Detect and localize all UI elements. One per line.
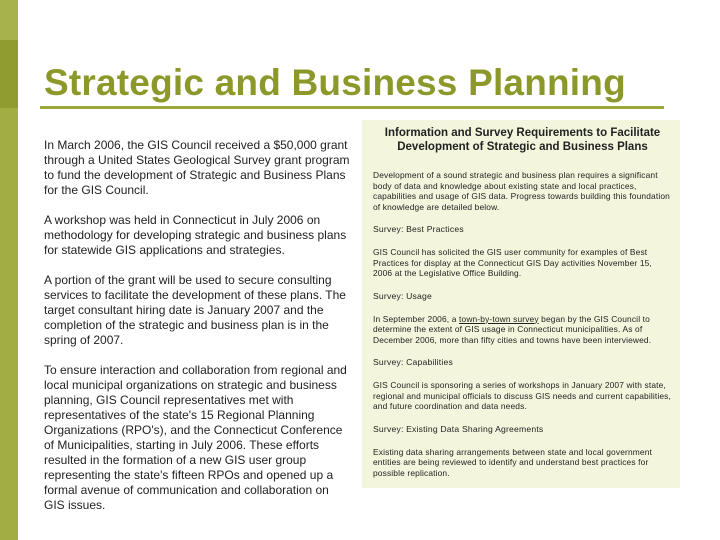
paragraph: A workshop was held in Connecticut in July 2006 on methodology for developing strategic and business plans for statewide GIS applications and strategies. xyxy=(44,213,347,257)
accent-bar-segment xyxy=(0,108,18,540)
section-title-best-practices: Survey: Best Practices xyxy=(373,224,464,234)
panel-intro: Development of a sound strategic and business plan requires a significant body of data and knowledge about existing state and local practices, capabilities and usage of GIS data. Progress towards building this foundation of knowledge are detailed below. xyxy=(373,170,670,212)
accent-bar-segment xyxy=(0,0,18,40)
paragraph: In March 2006, the GIS Council received a $50,000 grant through a United States Geological Survey grant program to fund the development of Strategic and Business Plans for the GIS Council. xyxy=(44,138,350,197)
section-body-data-sharing: Existing data sharing arrangements between state and local government entities are being reviewed to identify and understand best practices for possible replication. xyxy=(373,446,652,478)
panel-heading: Information and Survey Requirements to Facilitate Development of Strategic and Business Plans xyxy=(384,127,661,153)
left-accent-bar xyxy=(0,0,18,540)
section-body-usage xyxy=(373,314,672,346)
accent-bar-segment xyxy=(0,40,18,108)
slide-title: Strategic and Business Planning xyxy=(44,62,626,103)
section-body-capabilities: GIS Council is sponsoring a series of workshops in January 2007 with state, regional and municipal officials to discuss GIS needs and current capabilities, and future coordination and data needs. xyxy=(373,380,671,411)
title-underline xyxy=(40,106,664,109)
section-title-usage: Survey: Usage xyxy=(373,290,432,301)
info-panel xyxy=(362,120,680,488)
section-title-data-sharing: Survey: Existing Data Sharing Agreements xyxy=(373,423,544,434)
section-body-best-practices: GIS Council has solicited the GIS user community for examples of Best Practices for display at the Connecticut GIS Day activities November 15, 2006 at the Legislative Office Building. xyxy=(373,247,652,278)
paragraph: A portion of the grant will be used to secure consulting services to facilitate the development of these plans. The target consultant hiring date is January 2007 and the completion of the strategic and business plan is in the spring of 2007. xyxy=(44,273,346,347)
paragraph: To ensure interaction and collaboration from regional and local municipal organizations on strategic and business planning, GIS Council representatives met with representatives of the state's 15 Regional Planning Organizations (RPO's), and the Connecticut Conference of Municipalities, starting in July 2006. These efforts resulted in the formation of a new GIS user group representing the state's fifteen RPOs and opened up a formal avenue of communication and collaboration on GIS issues. xyxy=(44,363,347,512)
left-text-column xyxy=(44,138,350,528)
usage-text-start: In September 2006, a xyxy=(373,313,460,324)
town-survey-link[interactable]: town-by-town survey xyxy=(459,313,539,324)
usage-text-end: began by the GIS Council to determine the extent of GIS usage in Connecticut municipalities. As of December 2006, more than fifty cities and towns have been interviewed. xyxy=(373,313,652,345)
section-title-capabilities: Survey: Capabilities xyxy=(373,357,453,367)
